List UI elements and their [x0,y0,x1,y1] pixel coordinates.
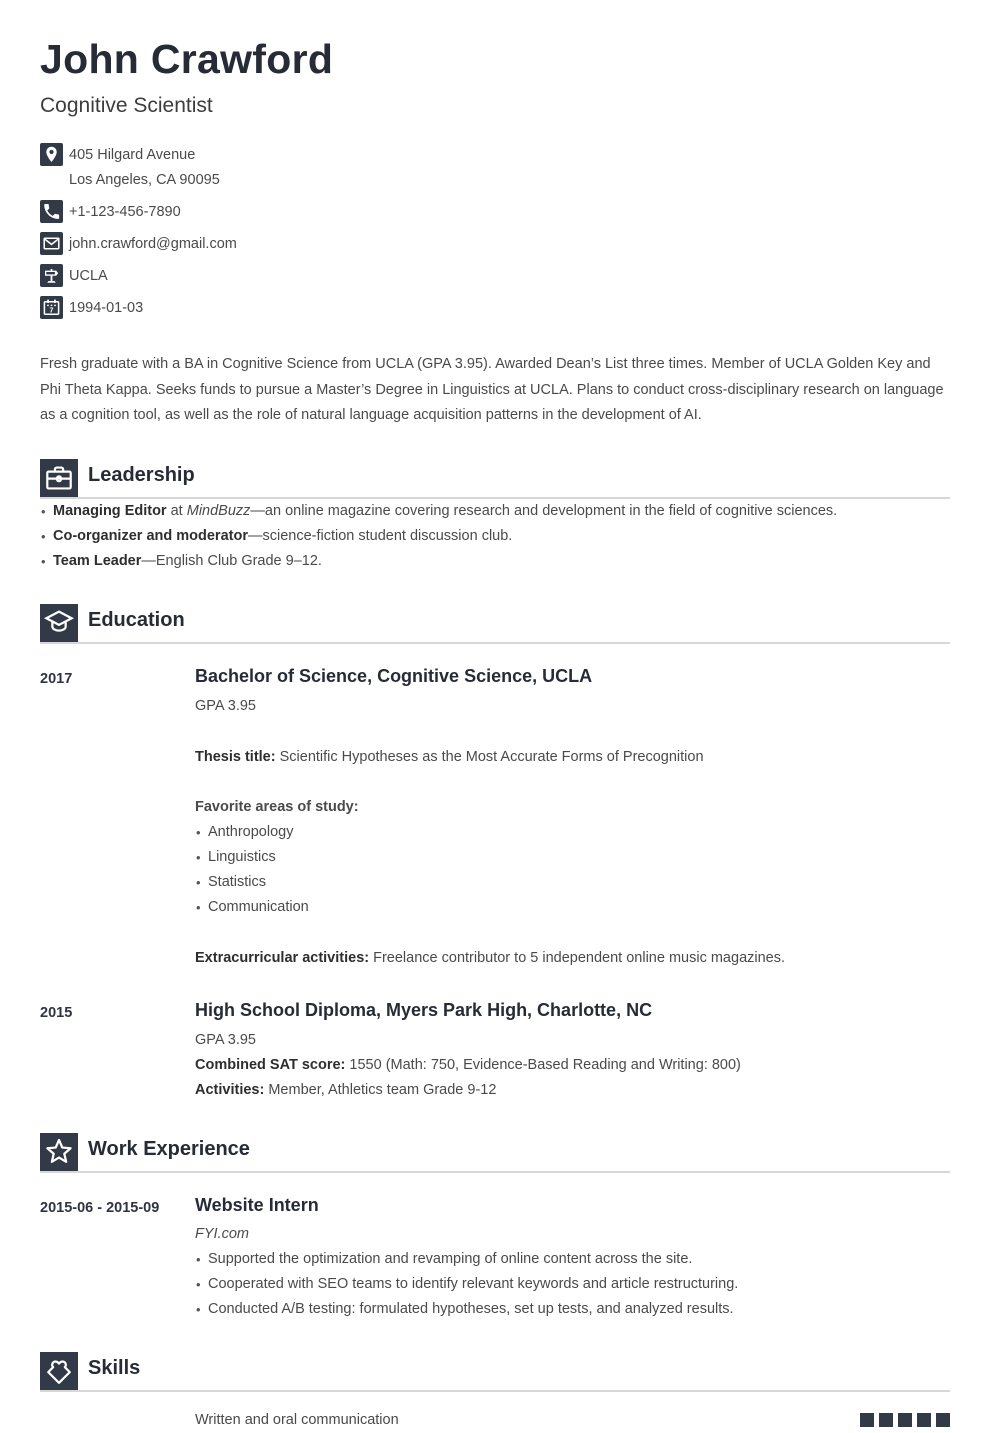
education-degree: High School Diploma, Myers Park High, Charlotte, NC [195,999,653,1020]
briefcase-icon [40,459,78,497]
skill-name: Written and oral communication [195,1411,399,1428]
section-header-leadership [40,459,950,499]
leadership-item-rest: —science-fiction student discussion club. [247,527,513,544]
star-icon [40,1133,78,1171]
contact-block [40,143,950,321]
activities-text: Member, Athletics team Grade 9-12 [264,1081,497,1098]
contact-birthdate [40,296,950,321]
work-entries [40,1193,950,1322]
contact-university [40,264,950,289]
summary-paragraph: Fresh graduate with a BA in Cognitive Science from UCLA (GPA 3.95). Awarded Dean’s List three times. Member of UCLA Golden Key and Phi Theta Kappa. Seeks funds to pursue a Master’s Degree in Linguistics at UCLA. Plans to conduct cross-disciplinary research on language as a cognition tool, as well as the role of natural language acquisition patterns in the development of AI. [40,356,944,423]
favorites-item: • Statistics [195,870,950,895]
leadership-item-italic: MindBuzz [186,502,251,519]
graduation-cap-icon [40,604,78,642]
leadership-item-bold: Co-organizer and moderator [53,527,248,544]
education-date: 2017 [40,670,73,687]
address-line-1: 405 Hilgard Avenue [69,147,196,163]
work-entry [40,1193,950,1322]
section-title-education: Education [88,609,185,631]
address-line-2: Los Angeles, CA 90095 [69,172,220,188]
favorites-item: • Communication [195,895,950,920]
extracurricular-line [195,946,950,971]
skill-rating-squares [860,1413,950,1427]
favorites-item: • Linguistics [195,845,950,870]
rating-square [936,1413,950,1427]
svg-text:7: 7 [49,305,54,315]
rating-square [917,1413,931,1427]
favorites-list [195,820,950,920]
sat-label: Combined SAT score: [195,1056,346,1073]
thesis-label: Thesis title: [195,748,276,765]
education-gpa: GPA 3.95 [195,1031,256,1048]
section-header-work-experience [40,1133,950,1173]
signpost-icon [40,264,63,287]
university-text: UCLA [69,268,108,284]
calendar-icon [40,296,63,319]
education-date: 2015 [40,1004,73,1021]
education-thesis [195,745,950,770]
activities-label: Activities: [195,1081,265,1098]
section-header-education [40,604,950,644]
favorites-item: • Anthropology [195,820,950,845]
envelope-icon [40,232,63,255]
education-entry [40,664,950,971]
education-entry [40,998,950,1103]
favorites-label: Favorite areas of study: [195,798,359,815]
leadership-list [40,499,950,574]
birthdate-text: 1994-01-03 [69,300,144,316]
activities-line [195,1078,950,1103]
work-entry-body [195,1193,950,1322]
rating-square [879,1413,893,1427]
work-bullet: • Supported the optimization and revamping of online content across the site. [195,1247,950,1272]
extracurricular-label: Extracurricular activities: [195,949,370,966]
leadership-item [40,499,950,524]
leadership-item-rest: —English Club Grade 9–12. [141,552,322,569]
person-name: John Crawford [40,36,334,82]
section-header-skills [40,1352,950,1392]
education-entry-body [195,998,950,1103]
leadership-item-rest: —an online magazine covering research and development in the field of cognitive sciences. [250,502,838,519]
sat-text: 1550 (Math: 750, Evidence-Based Reading and Writing: 800) [345,1056,741,1073]
work-company: FYI.com [195,1225,249,1242]
education-gpa: GPA 3.95 [195,697,256,714]
section-title-skills: Skills [88,1357,141,1379]
contact-address [40,143,950,193]
phone-icon [40,200,63,223]
sat-line [195,1053,950,1078]
section-title-work-experience: Work Experience [88,1138,250,1160]
work-date: 2015-06 - 2015-09 [40,1199,160,1216]
work-role: Website Intern [195,1194,319,1215]
education-degree: Bachelor of Science, Cognitive Science, UCLA [195,665,593,686]
leadership-item [40,549,950,574]
leadership-item [40,524,950,549]
puzzle-heart-icon [40,1352,78,1390]
leadership-item-bold: Team Leader [53,552,142,569]
section-title-leadership: Leadership [88,464,195,486]
phone-text: +1-123-456-7890 [69,204,181,220]
work-bullet: • Cooperated with SEO teams to identify relevant keywords and article restructuring. [195,1272,950,1297]
leadership-item-bold: Managing Editor [53,502,167,519]
leadership-item-normal: at [166,502,187,519]
work-bullets [195,1247,950,1322]
address-text [69,143,220,193]
rating-square [860,1413,874,1427]
location-pin-icon [40,143,63,166]
education-entry-body [195,664,950,971]
work-bullet: • Conducted A/B testing: formulated hypotheses, set up tests, and analyzed results. [195,1297,950,1322]
contact-email [40,232,950,257]
rating-square [898,1413,912,1427]
education-entries [40,664,950,1103]
thesis-text: Scientific Hypotheses as the Most Accurate Forms of Precognition [275,748,704,765]
extracurricular-text: Freelance contributor to 5 independent online music magazines. [369,949,786,966]
skill-row [40,1408,950,1433]
email-text: john.crawford@gmail.com [69,236,237,252]
contact-phone [40,200,950,225]
person-job-title: Cognitive Scientist [40,94,213,117]
